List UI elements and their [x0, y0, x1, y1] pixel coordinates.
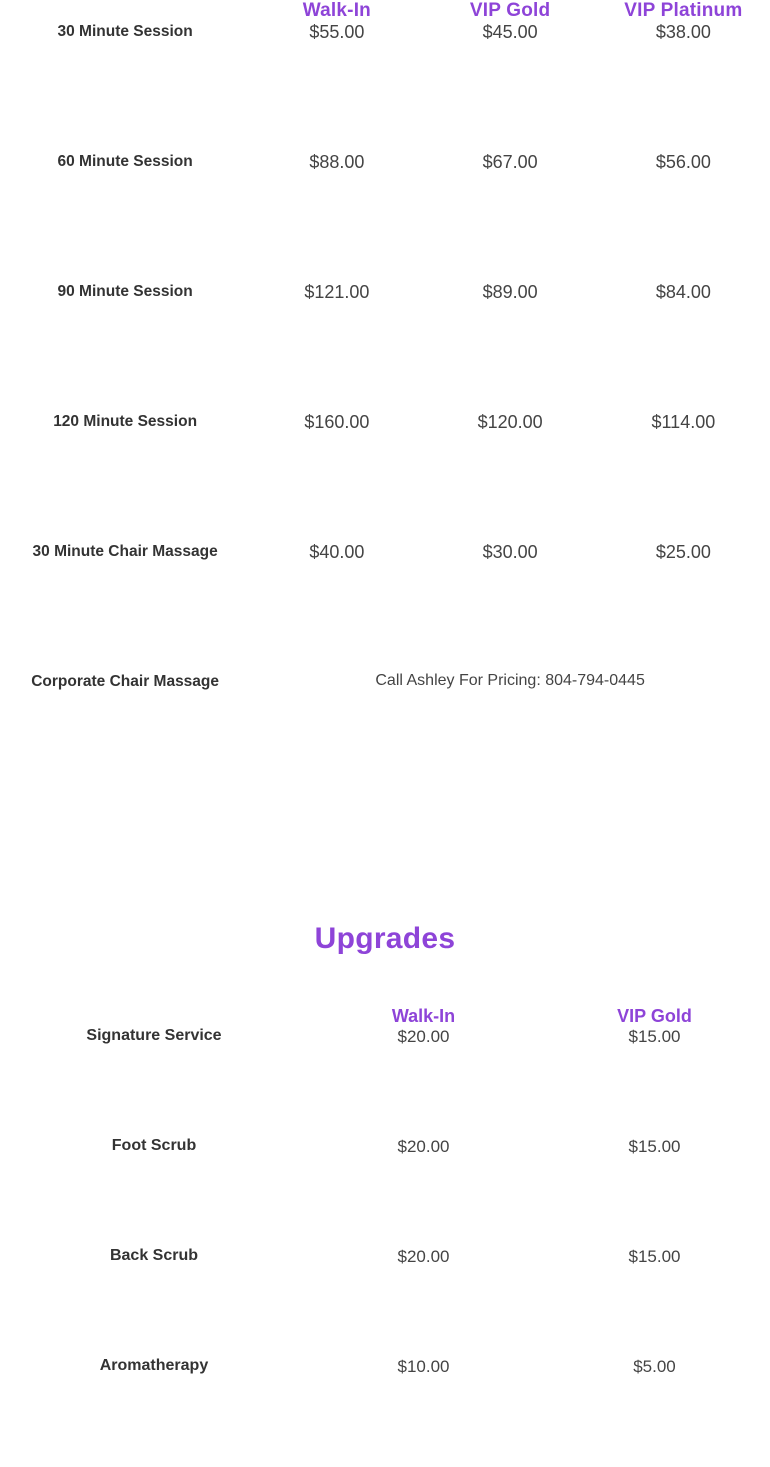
price-30-minute-session-vip-platinum: $38.00 [655, 22, 711, 42]
corporate-chair-massage-note: Call Ashley For Pricing: 804-794-0445 [375, 672, 645, 689]
table-row [0, 1357, 770, 1467]
row-label-corporate-chair-massage: Corporate Chair Massage [31, 673, 220, 690]
price-30-minute-session-walk-in: $55.00 [309, 22, 365, 42]
price-120-minute-session-walk-in: $160.00 [304, 412, 370, 432]
row-label-60-minute-session: 60 Minute Session [57, 153, 193, 170]
price-60-minute-session-walk-in: $88.00 [309, 152, 365, 172]
price-30-minute-session-vip-gold: $45.00 [482, 22, 538, 42]
table-row [0, 672, 770, 802]
price-120-minute-session-vip-platinum: $114.00 [651, 412, 716, 432]
price-signature-service-walk-in: $20.00 [397, 1027, 450, 1046]
table-row [0, 22, 770, 152]
row-label-back-scrub: Back Scrub [109, 1247, 199, 1264]
price-30-minute-chair-massage-vip-platinum: $25.00 [655, 542, 711, 562]
pricing-header-blank [0, 0, 250, 22]
table-row [0, 1137, 770, 1247]
price-aromatherapy-walk-in: $10.00 [397, 1357, 450, 1376]
upgrades-header-walk-in: Walk-In [391, 1006, 456, 1026]
pricing-header-vip-platinum: VIP Platinum [624, 0, 743, 21]
upgrades-title: Upgrades [314, 922, 456, 955]
price-30-minute-chair-massage-walk-in: $40.00 [309, 542, 365, 562]
table-row [0, 152, 770, 282]
table-row [0, 282, 770, 412]
price-back-scrub-walk-in: $20.00 [397, 1247, 450, 1266]
table-row [0, 542, 770, 672]
row-label-120-minute-session: 120 Minute Session [53, 413, 198, 430]
upgrades-header-row [0, 1006, 770, 1027]
row-label-signature-service: Signature Service [86, 1027, 222, 1044]
upgrades-header-vip-gold: VIP Gold [617, 1006, 692, 1026]
price-120-minute-session-vip-gold: $120.00 [477, 412, 543, 432]
row-label-90-minute-session: 90 Minute Session [57, 283, 193, 300]
row-label-30-minute-chair-massage: 30 Minute Chair Massage [32, 543, 218, 560]
row-label-aromatherapy: Aromatherapy [99, 1357, 209, 1374]
table-row [0, 412, 770, 542]
upgrades-table [0, 1006, 770, 1467]
price-90-minute-session-vip-platinum: $84.00 [655, 282, 711, 302]
pricing-table-header-row [0, 0, 770, 22]
pricing-header-walk-in: Walk-In [302, 0, 371, 21]
price-60-minute-session-vip-platinum: $56.00 [655, 152, 711, 172]
price-30-minute-chair-massage-vip-gold: $30.00 [482, 542, 538, 562]
price-aromatherapy-vip-gold: $5.00 [633, 1357, 676, 1376]
price-foot-scrub-vip-gold: $15.00 [628, 1137, 681, 1156]
price-60-minute-session-vip-gold: $67.00 [482, 152, 538, 172]
price-90-minute-session-vip-gold: $89.00 [482, 282, 538, 302]
pricing-header-vip-gold: VIP Gold [469, 0, 551, 21]
price-90-minute-session-walk-in: $121.00 [304, 282, 370, 302]
table-row [0, 1247, 770, 1357]
upgrades-header-blank [0, 1006, 308, 1027]
price-signature-service-vip-gold: $15.00 [628, 1027, 681, 1046]
row-label-foot-scrub: Foot Scrub [111, 1137, 197, 1154]
price-back-scrub-vip-gold: $15.00 [628, 1247, 681, 1266]
price-foot-scrub-walk-in: $20.00 [397, 1137, 450, 1156]
table-row [0, 1027, 770, 1137]
row-label-30-minute-session: 30 Minute Session [57, 23, 193, 40]
